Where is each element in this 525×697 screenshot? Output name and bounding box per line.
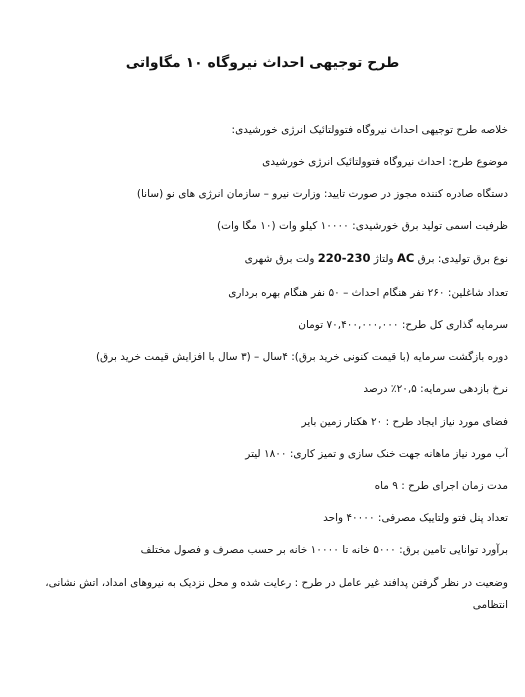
power-type-voltage-value: 220-230 xyxy=(317,251,371,265)
summary-heading: خلاصه طرح توجیهی احداث نیروگاه فتوولتائیک انرژی خورشیدی: xyxy=(231,124,508,136)
return-rate: نرخ بازدهی سرمایه: ۲۰,۵٪ درصد xyxy=(363,383,508,395)
execution-duration: مدت زمان اجرای طرح : ۹ ماه xyxy=(374,480,508,492)
required-water: آب مورد نیاز ماهانه جهت خنک سازی و تمیز کاری: ۱۸۰۰ لیتر xyxy=(245,448,508,460)
nominal-capacity: ظرفیت اسمی تولید برق خورشیدی: ۱۰۰۰۰ کیلو وات (۱۰ مگا وات) xyxy=(216,220,508,232)
project-subject: موضوع طرح: احداث نیروگاه فتوولتائیک انرژی خورشیدی xyxy=(262,156,508,168)
employees-count: تعداد شاغلین: ۲۶۰ نفر هنگام احداث – ۵۰ نفر هنگام بهره برداری xyxy=(228,287,508,299)
document-title: طرح توجیهی احداث نیروگاه ۱۰ مگاواتی xyxy=(125,55,400,71)
required-land: فضای مورد نیاز ایجاد طرح : ۲۰ هکتار زمین بایر xyxy=(301,416,508,428)
passive-defense-status: وضعیت در نظر گرفتن پدافند غیر عامل در طرح : رعایت شده و محل نزدیک به نیروهای امداد، اتش نشانی، انتظامی xyxy=(45,577,508,611)
power-type-voltage-label: ولتاژ xyxy=(373,253,394,265)
power-type-prefix: نوع برق تولیدی: برق xyxy=(417,253,508,265)
power-type xyxy=(16,250,508,267)
power-type-suffix: ولت برق شهری xyxy=(244,253,315,265)
supply-estimate: برآورد توانایی تامین برق: ۵۰۰۰ خانه تا ۱۰۰۰۰ خانه بر حسب مصرف و فصول مختلف xyxy=(140,544,508,556)
payback-period: دوره بازگشت سرمایه (با قیمت کنونی خرید برق): ۴سال – (۳ سال با افزایش قیمت خرید برق) xyxy=(95,351,508,363)
power-type-ac: AC xyxy=(396,251,415,265)
licensing-authority: دستگاه صادره کننده مجوز در صورت تایید: وزارت نیرو – سازمان انرژی های نو (سانا) xyxy=(136,188,508,200)
panel-count: تعداد پنل فتو ولتاییک مصرفی: ۴۰۰۰۰ واحد xyxy=(323,512,508,524)
total-investment: سرمایه گذاری کل طرح: ۷۰,۴۰۰,۰۰۰,۰۰۰ تومان xyxy=(298,319,508,331)
